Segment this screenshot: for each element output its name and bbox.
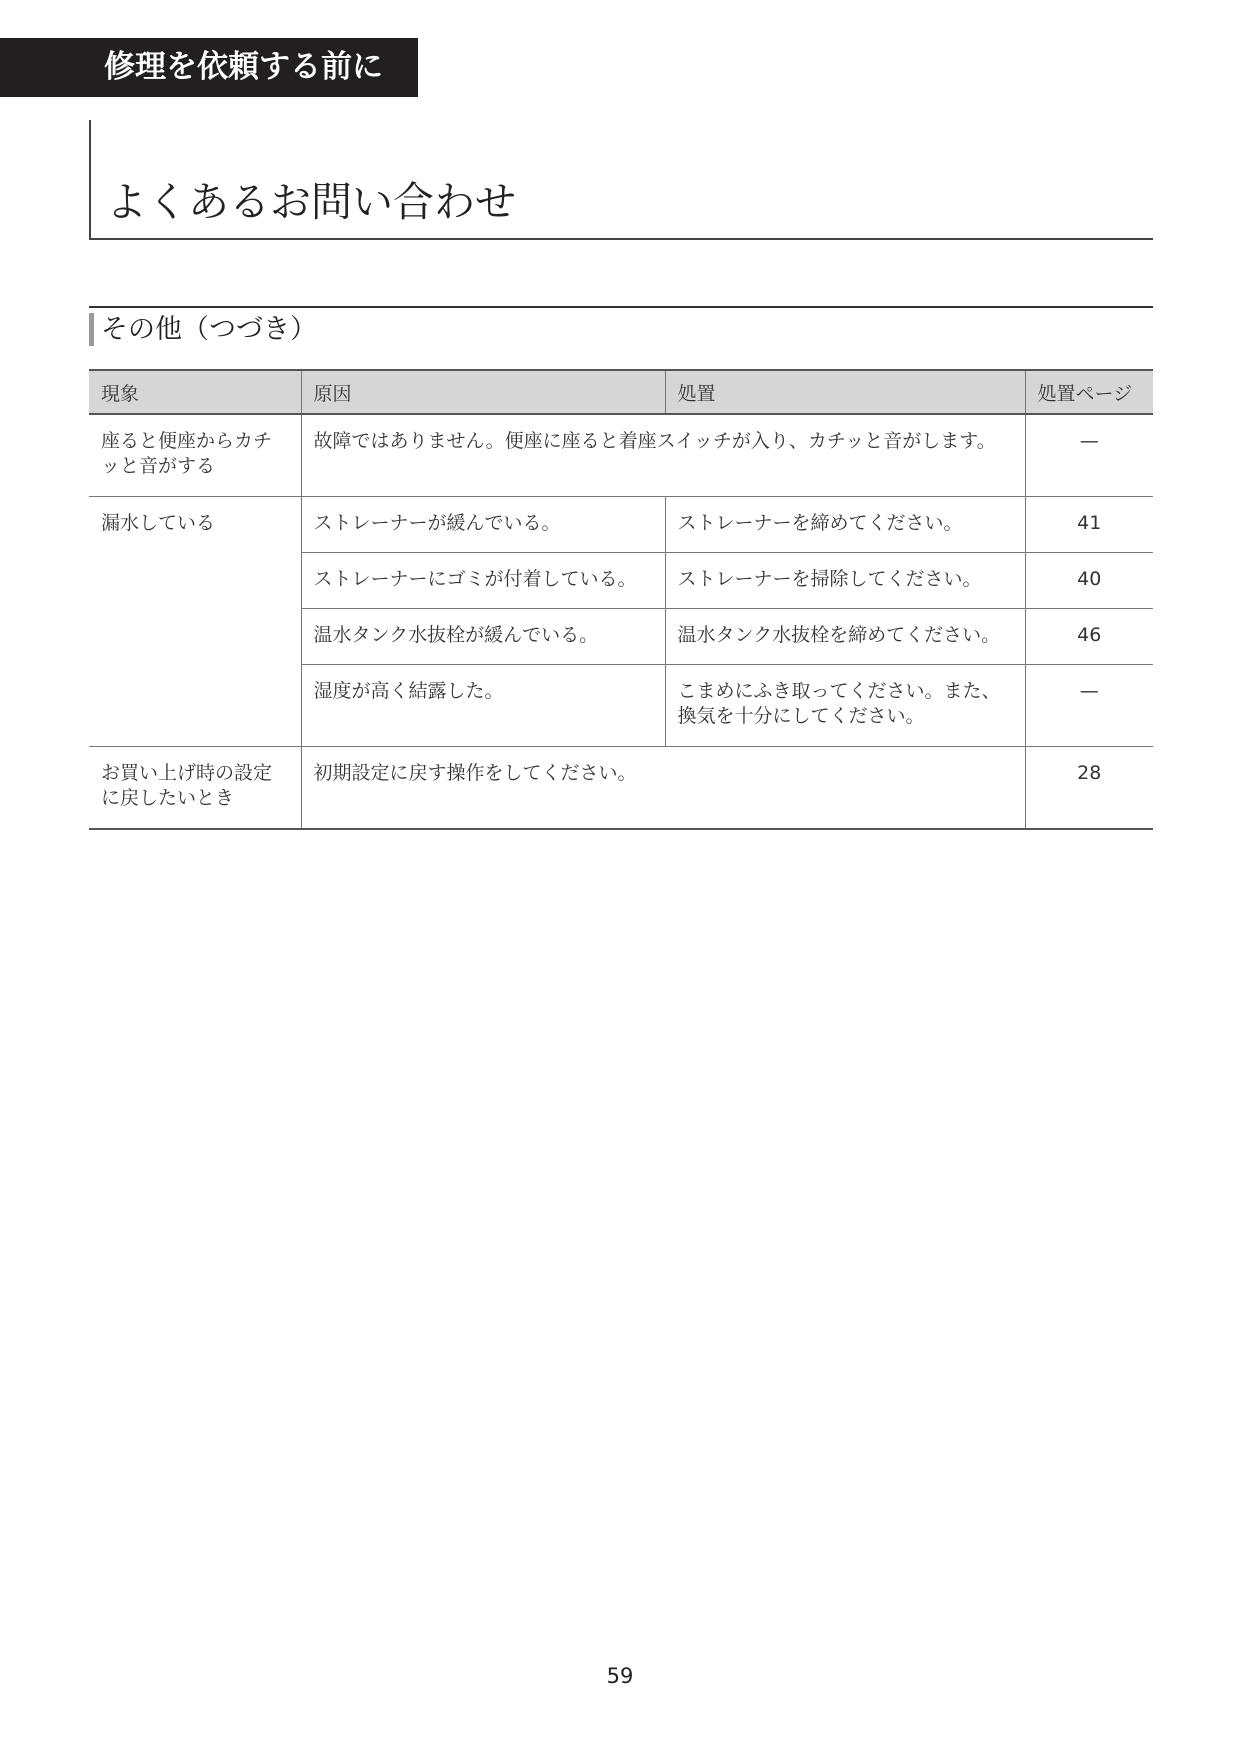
chapter-tab [0,38,418,97]
cause-remedy-cell: 初期設定に戻す操作をしてください。 [301,747,1025,830]
cause-cell: 温水タンク水抜栓が緩んでいる。 [301,609,665,665]
page-cell: 41 [1025,497,1153,553]
faq-table [89,369,1153,830]
title-rule-vertical [89,120,91,240]
symptom-cell: 座ると便座からカチッと音がする [89,414,301,497]
title-rule-horizontal [89,238,1153,240]
page-cell: 40 [1025,553,1153,609]
header-remedy: 処置 [665,370,1025,414]
page-title: よくあるお問い合わせ [106,178,516,226]
cause-cell: ストレーナーが緩んでいる。 [301,497,665,553]
symptom-cell: 漏水している [89,497,301,747]
table-row [89,747,1153,830]
section-heading: その他（つづき） [101,314,317,345]
remedy-cell: 温水タンク水抜栓を締めてください。 [665,609,1025,665]
page-cell: 46 [1025,609,1153,665]
section-marker [89,313,94,346]
header-page: 処置ページ [1025,370,1153,414]
remedy-cell: ストレーナーを掃除してください。 [665,553,1025,609]
page-cell: 28 [1025,747,1153,830]
remedy-cell: こまめにふき取ってください。また、換気を十分にしてください。 [665,665,1025,747]
page-cell: — [1025,414,1153,497]
page-number: 59 [606,1664,634,1688]
header-cause: 原因 [301,370,665,414]
chapter-label: 修理を依頼する前に [104,49,383,85]
cause-cell: 湿度が高く結露した。 [301,665,665,747]
header-symptom: 現象 [89,370,301,414]
page-cell: — [1025,665,1153,747]
cause-cell: ストレーナーにゴミが付着している。 [301,553,665,609]
cause-remedy-cell: 故障ではありません。便座に座ると着座スイッチが入り、カチッと音がします。 [301,414,1025,497]
table-row [89,497,1153,553]
section-rule [89,306,1153,308]
table-header-row [89,370,1153,414]
remedy-cell: ストレーナーを締めてください。 [665,497,1025,553]
table-row [89,414,1153,497]
symptom-cell: お買い上げ時の設定に戻したいとき [89,747,301,830]
